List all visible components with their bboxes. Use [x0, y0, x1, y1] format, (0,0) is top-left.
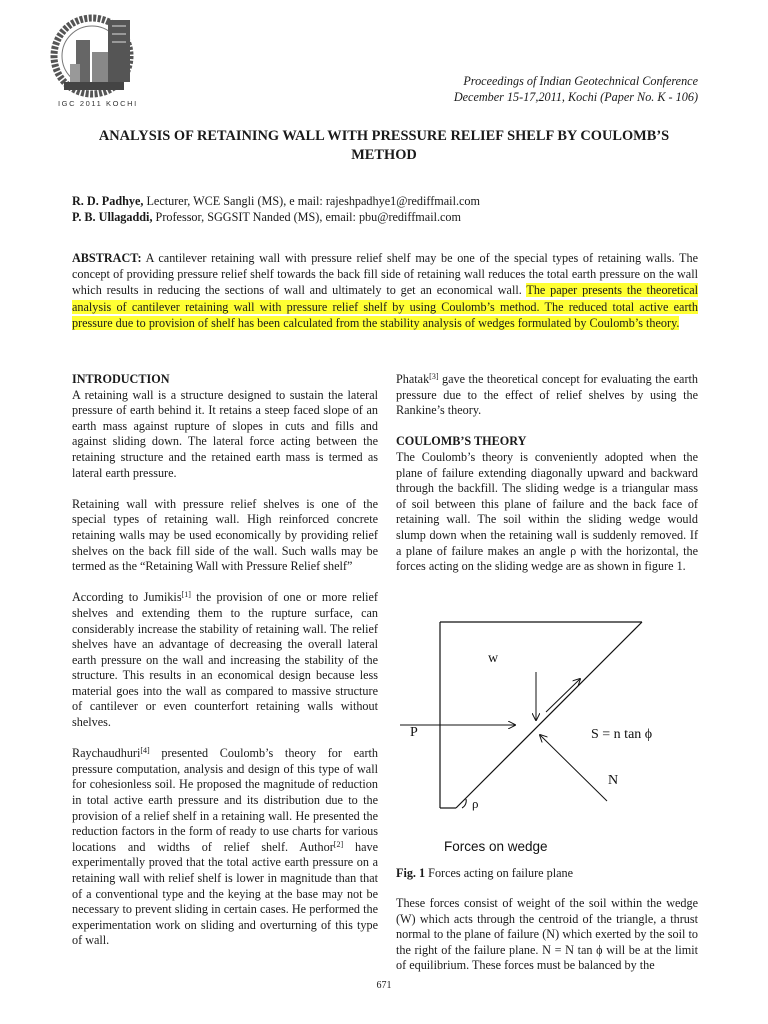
- introduction-heading: INTRODUCTION: [72, 372, 170, 386]
- wedge-force-diagram: [396, 608, 698, 862]
- left-column: [72, 372, 378, 965]
- logo-caption: IGC 2011 KOCHI: [58, 99, 138, 108]
- intro-paragraph-2: Retaining wall with pressure relief shelves is one of the special types of retaining wall. High reinforced concrete retaining walls may be used economically by providing relief shelves on the back fill side of the wall. Such walls may be termed as the “Retaining Wall with Pressure Relief shelf”: [72, 496, 378, 574]
- author-2: [72, 210, 698, 226]
- citation-3: [3]: [429, 372, 439, 381]
- label-rho: ρ: [472, 796, 479, 811]
- intro-paragraph-3: According to Jumikis[1] the provision of one or more relief shelves and extending them to the rupture surface, can considerably increase the stability of retaining wall. The relief shelves have an advantage of decreasing the overall lateral earth pressure on the wall and increasing the stability of the structure. This results in an economical design because less material goes into the wall as compared to massive structure of cantilever or even counterfort retaining walls without shelves.: [72, 590, 378, 730]
- author-list: [72, 194, 698, 225]
- figure-subtitle: Forces on wedge: [444, 839, 548, 854]
- intro-paragraph-1: A retaining wall is a structure designed to sustain the lateral pressure of earth behind it. It retains a steep faced slope of an earth mass against rupture of slopes in cuts and fills and against sliding down. The lateral force acting between the retaining structure and the retained earth mass is termed as lateral earth pressure.: [72, 387, 378, 480]
- right-column: [396, 372, 698, 590]
- coulomb-theory-heading: COULOMB’S THEORY: [396, 434, 527, 449]
- citation-1: [1]: [181, 590, 191, 600]
- author-1-name: R. D. Padhye,: [72, 194, 144, 208]
- label-s: S = n tan ϕ: [591, 727, 653, 742]
- forces-paragraph: These forces consist of weight of the soil within the wedge (W) which acts through the centroid of the triangle, a thrust normal to the plane of failure (N) which exerted by the soil to the right of the failure plane. N = N tan ϕ will be at the limit of equilibrium. These forces must be balanced by the: [396, 896, 698, 973]
- page-number: 671: [376, 980, 392, 991]
- label-w: w: [488, 651, 499, 666]
- proceedings-header: [358, 73, 698, 105]
- author-2-details: Professor, SGGSIT Nanded (MS), email: pbu@rediffmail.com: [155, 209, 461, 224]
- abstract-text: A cantilever retaining wall with pressure relief shelf may be one of the special types of retaining walls. The concept of providing pressure relief shelf towards the back fill side of retaining wall reduces the total earth pressure on the wall which results in reducing the sections of wall and ultimately to get an economical wall.: [72, 251, 698, 298]
- figure-caption-text: Forces acting on failure plane: [428, 866, 574, 880]
- right-paragraph-1: Phatak[3] gave the theoretical concept for evaluating the earth pressure due to the effect of relief shelves by using the Rankine’s theory.: [396, 372, 698, 418]
- conference-logo: [46, 12, 138, 108]
- figure-label: Fig. 1: [396, 866, 426, 880]
- shear-arrow: [546, 679, 580, 712]
- author-1-details: Lecturer, WCE Sangli (MS), e mail: rajeshpadhye1@rediffmail.com: [146, 194, 480, 208]
- citation-4: [4]: [140, 746, 150, 756]
- abstract: [72, 250, 698, 331]
- label-p: P: [410, 725, 418, 740]
- author-1: [72, 194, 698, 210]
- coulomb-paragraph: The Coulomb’s theory is conveniently adopted when the plane of failure extending diagonally upward and backward through the backfill. The sliding wedge is a triangular mass of soil between this plane of failure and the back face of retaining wall. The soil within the sliding wedge would slump down when the retaining wall is suddenly removed. If a plane of failure makes an angle ρ with the horizontal, the forces acting on the sliding wedge are as shown in figure 1.: [396, 449, 698, 574]
- normal-arrow: [540, 735, 607, 801]
- citation-2: [2]: [333, 839, 344, 849]
- intro-paragraph-4: Raychaudhuri[4] presented Coulomb’s theory for earth pressure computation, analysis and design of this type of wall for cohesionless soil. He proposed the magnitude of reduction in total active earth pressure and its distribution due to the provision of a relief shelf in a retaining wall. He presented the reduction factors in the form of ready to use charts for various locations and widths of relief shelf. Author[2] have experimentally proved that the total active earth pressure on a retaining wall with relief shelf is lower in magnitude than that of a conventional type and the keying at the base may not be necessary to prevent sliding in certain cases. He performed the experimentation work on sliding and overturning of this type of wall.: [72, 746, 378, 948]
- abstract-highlight: The paper presents the theoretical analysis of cantilever retaining wall with pressure relief shelf by using Coulomb’s method. The reduced total active earth pressure due to provision of shelf has been calculated from the stability analysis of wedges formulated by Coulomb’s theory.: [72, 283, 698, 330]
- abstract-label: ABSTRACT:: [72, 251, 142, 265]
- figure-caption: [396, 866, 698, 882]
- author-2-name: P. B. Ullagaddi,: [72, 209, 153, 224]
- proceedings-date: December 15-17,2011, Kochi (Paper No. K - 106): [453, 90, 698, 104]
- label-n: N: [608, 773, 619, 788]
- proceedings-title: Proceedings of Indian Geotechnical Conference: [463, 74, 698, 88]
- paper-title: ANALYSIS OF RETAINING WALL WITH PRESSURE RELIEF SHELF BY COULOMB’S METHOD: [98, 128, 670, 163]
